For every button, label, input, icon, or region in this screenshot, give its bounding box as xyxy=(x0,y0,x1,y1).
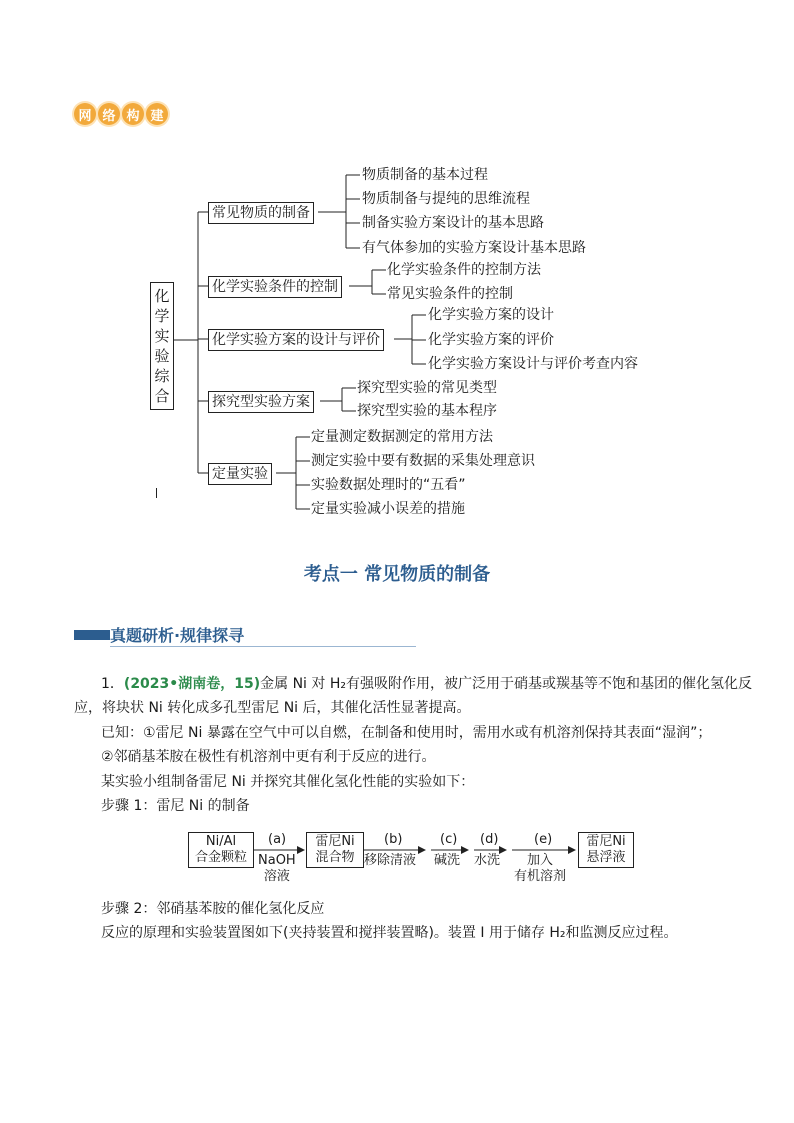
root-char: 合 xyxy=(154,387,170,405)
root-char: 综 xyxy=(154,367,170,385)
leaf-item: 化学实验方案的设计 xyxy=(428,307,554,323)
root-char: 验 xyxy=(154,347,170,365)
question-source: (2023•湖南卷，15) xyxy=(123,676,261,692)
flow-box-text: 雷尼Ni xyxy=(586,834,626,849)
step-b-action: 移除清液 xyxy=(364,853,417,868)
step-a-reagent xyxy=(258,853,296,885)
mind-map-root xyxy=(150,282,174,410)
leaf-item: 化学实验条件的控制方法 xyxy=(387,262,541,278)
branch-box: 常见物质的制备 xyxy=(208,202,314,224)
badge-char: 建 xyxy=(146,103,168,125)
leaf-item: 探究型实验的常见类型 xyxy=(357,380,497,396)
leaf-item: 定量测定数据测定的常用方法 xyxy=(311,429,493,445)
flow-box-mixture xyxy=(306,832,364,868)
badge-char: 网 xyxy=(74,103,96,125)
branch-box: 化学实验条件的控制 xyxy=(208,276,342,298)
badge-char: 络 xyxy=(98,103,120,125)
branch-box: 化学实验方案的设计与评价 xyxy=(208,329,384,351)
flow-box-text: 混合物 xyxy=(315,850,355,865)
mind-map xyxy=(0,0,794,540)
root-char: 学 xyxy=(154,307,170,325)
reagent-text: NaOH xyxy=(258,853,296,868)
step-b-label: (b) xyxy=(384,832,403,847)
leaf-item: 常见实验条件的控制 xyxy=(387,286,513,302)
question-line: 反应的原理和实验装置图如下(夹持装置和搅拌装置略)。装置 I 用于储存 H₂和监测反应过程。 xyxy=(101,925,678,941)
leaf-item: 测定实验中要有数据的采集处理意识 xyxy=(311,453,535,469)
step-d-label: (d) xyxy=(480,832,499,847)
section-title: 考点一 常见物质的制备 xyxy=(303,564,491,585)
question-text: 金属 Ni 对 H₂有强吸附作用，被广泛用于硝基或羰基等不饱和基团的催化氢化反 xyxy=(260,676,752,692)
heading-bar xyxy=(74,630,110,640)
stray-mark xyxy=(156,488,157,498)
badge-char: 构 xyxy=(122,103,144,125)
question-line: ②邻硝基苯胺在极性有机溶剂中更有利于反应的进行。 xyxy=(101,749,436,765)
sub-heading-text: 真题研析·规律探寻 xyxy=(110,626,245,645)
reagent-text: 有机溶剂 xyxy=(514,869,567,884)
step-label: 步骤 2：邻硝基苯胺的催化氢化反应 xyxy=(101,901,325,917)
leaf-item: 物质制备的基本过程 xyxy=(362,167,488,183)
reagent-text: 加入 xyxy=(527,853,554,868)
flow-box-text: 合金颗粒 xyxy=(194,850,247,865)
branch-box: 探究型实验方案 xyxy=(208,391,314,413)
leaf-item: 实验数据处理时的“五看” xyxy=(311,477,466,493)
step-a-label: (a) xyxy=(268,832,287,847)
root-char: 实 xyxy=(154,327,170,345)
step-label: 步骤 1：雷尼 Ni 的制备 xyxy=(101,798,250,814)
flow-box-text: 悬浮液 xyxy=(586,850,626,865)
step-d-action: 水洗 xyxy=(474,853,501,868)
sub-heading xyxy=(74,623,416,649)
branch-box: 定量实验 xyxy=(208,463,272,485)
leaf-item: 化学实验方案设计与评价考查内容 xyxy=(428,356,638,372)
leaf-item: 定量实验减小误差的措施 xyxy=(311,501,465,517)
step-c-action: 碱洗 xyxy=(434,853,461,868)
step-e-action xyxy=(514,853,566,885)
root-char: 化 xyxy=(154,287,170,305)
leaf-item: 制备实验方案设计的基本思路 xyxy=(362,215,544,231)
flow-box-text: 雷尼Ni xyxy=(315,834,355,849)
step-e-label: (e) xyxy=(534,832,553,847)
question-line xyxy=(101,673,752,695)
heading-underline xyxy=(110,646,416,647)
question-number: 1． xyxy=(101,676,124,692)
question-line: 已知：①雷尼 Ni 暴露在空气中可以自燃，在制备和使用时，需用水或有机溶剂保持其表面“湿润”； xyxy=(101,725,712,741)
leaf-item: 探究型实验的基本程序 xyxy=(357,403,497,419)
flow-box-alloy xyxy=(188,832,254,868)
step-c-label: (c) xyxy=(440,832,458,847)
flow-box-text: Ni/Al xyxy=(205,834,237,849)
leaf-item: 化学实验方案的评价 xyxy=(428,332,554,348)
preparation-flow-diagram xyxy=(188,830,638,890)
leaf-item: 物质制备与提纯的思维流程 xyxy=(362,191,530,207)
leaf-item: 有气体参加的实验方案设计基本思路 xyxy=(362,240,586,256)
flow-box-suspension xyxy=(578,832,634,868)
question-line: 某实验小组制备雷尼 Ni 并探究其催化氢化性能的实验如下： xyxy=(101,774,475,790)
reagent-text: 溶液 xyxy=(263,869,290,884)
question-line: 应，将块状 Ni 转化成多孔型雷尼 Ni 后，其催化活性显著提高。 xyxy=(74,700,471,716)
